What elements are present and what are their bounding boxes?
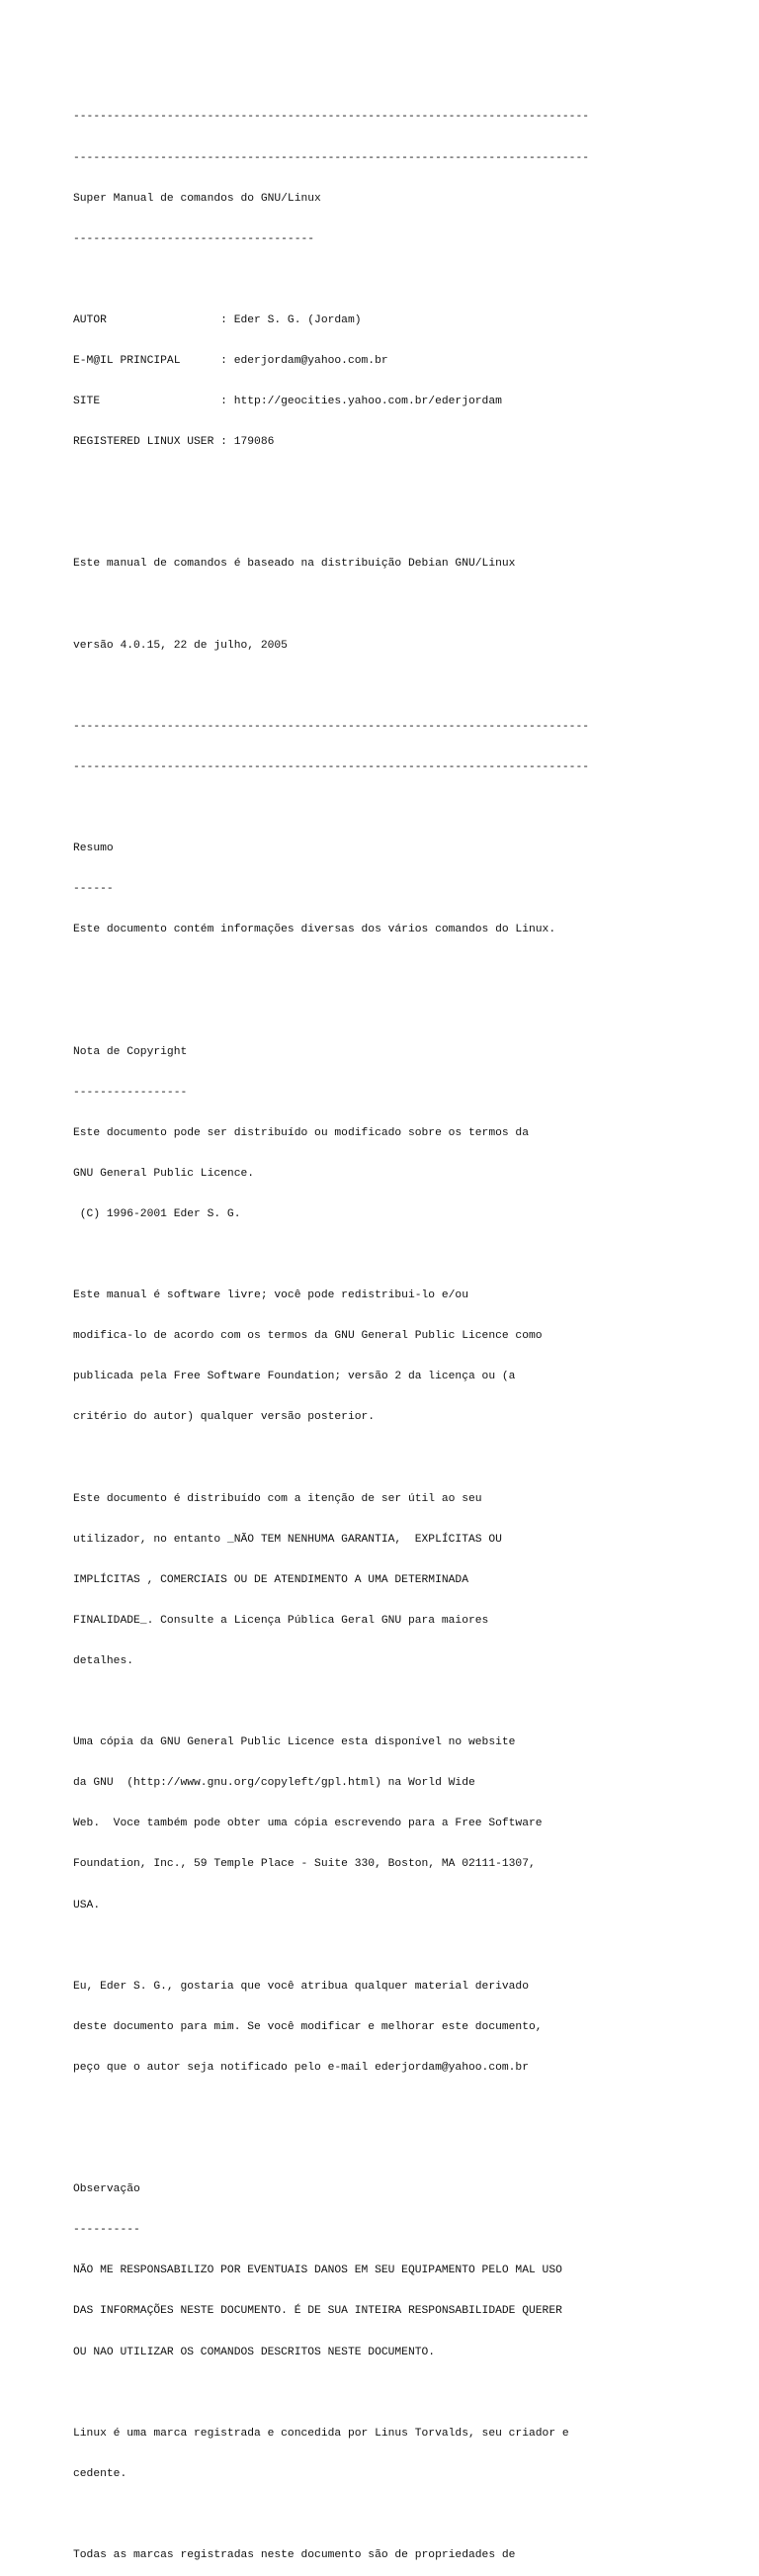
paragraph-line: deste documento para mim. Se você modificar e melhorar este documento,	[73, 2020, 543, 2033]
resumo-text: Este documento contém informações diversas dos vários comandos do Linux.	[73, 924, 556, 936]
paragraph-line: Este documento é distribuído com a itenção de ser útil ao seu	[73, 1492, 482, 1505]
paragraph-line: NÃO ME RESPONSABILIZO POR EVENTUAIS DANOS EM SEU EQUIPAMENTO PELO MAL USO	[73, 2265, 562, 2277]
document-title: Super Manual de comandos do GNU/Linux	[73, 192, 321, 205]
email-line: E-M@IL PRINCIPAL : ederjordam@yahoo.com.br	[73, 354, 388, 367]
paragraph-line: peço que o autor seja notificado pelo e-mail ederjordam@yahoo.com.br	[73, 2061, 529, 2074]
document-page	[73, 84, 666, 2576]
author-line: AUTOR : Eder S. G. (Jordam)	[73, 313, 362, 326]
paragraph-line: publicada pela Free Software Foundation; versão 2 da licença ou (a	[73, 1371, 516, 1383]
paragraph-line: Linux é uma marca registrada e concedida por Linus Torvalds, seu criador e	[73, 2427, 569, 2440]
intro-base-line: Este manual de comandos é baseado na distribuição Debian GNU/Linux	[73, 558, 516, 571]
paragraph-line: IMPLÍCITAS , COMERCIAIS OU DE ATENDIMENTO A UMA DETERMINADA	[73, 1573, 468, 1586]
paragraph-line: Todas as marcas registradas neste documento são de propriedades de	[73, 2549, 516, 2562]
paragraph-line: Este documento pode ser distribuído ou modificado sobre os termos da	[73, 1126, 529, 1139]
copyright-underline: -----------------	[73, 1086, 188, 1099]
registered-user-line: REGISTERED LINUX USER : 179086	[73, 436, 275, 449]
separator-rule: -----------------------------------------------------------------------------	[73, 151, 590, 164]
paragraph-line: critério do autor) qualquer versão posterior.	[73, 1411, 376, 1424]
paragraph-line: Eu, Eder S. G., gostaria que você atribua qualquer material derivado	[73, 1980, 529, 1993]
copyright-heading: Nota de Copyright	[73, 1045, 188, 1058]
site-line: SITE : http://geocities.yahoo.com.br/ederjordam	[73, 396, 502, 408]
paragraph-line: FINALIDADE_. Consulte a Licença Pública Geral GNU para maiores	[73, 1614, 489, 1627]
paragraph-line: Este manual é software livre; você pode redistribui-lo e/ou	[73, 1289, 468, 1302]
paragraph-line: utilizador, no entanto _NÃO TEM NENHUMA GARANTIA, EXPLÍCITAS OU	[73, 1533, 502, 1546]
paragraph-line: GNU General Public Licence.	[73, 1167, 255, 1180]
observacao-heading: Observação	[73, 2183, 140, 2196]
observacao-underline: ----------	[73, 2224, 140, 2237]
paragraph-line: OU NAO UTILIZAR OS COMANDOS DESCRITOS NESTE DOCUMENTO.	[73, 2346, 436, 2358]
paragraph-line: modifica-lo de acordo com os termos da GNU General Public Licence como	[73, 1330, 543, 1343]
paragraph-line: da GNU (http://www.gnu.org/copyleft/gpl.html) na World Wide	[73, 1777, 475, 1790]
paragraph-line: USA.	[73, 1899, 101, 1911]
separator-rule: -----------------------------------------------------------------------------	[73, 111, 590, 124]
paragraph-line: DAS INFORMAÇÕES NESTE DOCUMENTO. É DE SUA INTEIRA RESPONSABILIDADE QUERER	[73, 2305, 562, 2318]
resumo-underline: ------	[73, 883, 114, 896]
paragraph-line: (C) 1996-2001 Eder S. G.	[73, 1207, 241, 1220]
resumo-heading: Resumo	[73, 843, 114, 855]
version-line: versão 4.0.15, 22 de julho, 2005	[73, 639, 288, 652]
separator-rule: -----------------------------------------------------------------------------	[73, 720, 590, 733]
paragraph-line: Web. Voce também pode obter uma cópia escrevendo para a Free Software	[73, 1818, 543, 1830]
paragraph-line: Uma cópia da GNU General Public Licence esta disponível no website	[73, 1736, 516, 1749]
paragraph-line: detalhes.	[73, 1654, 134, 1667]
title-underline: ------------------------------------	[73, 232, 315, 245]
paragraph-line: Foundation, Inc., 59 Temple Place - Suite 330, Boston, MA 02111-1307,	[73, 1858, 536, 1871]
paragraph-line: cedente.	[73, 2467, 127, 2480]
separator-rule: -----------------------------------------------------------------------------	[73, 760, 590, 773]
